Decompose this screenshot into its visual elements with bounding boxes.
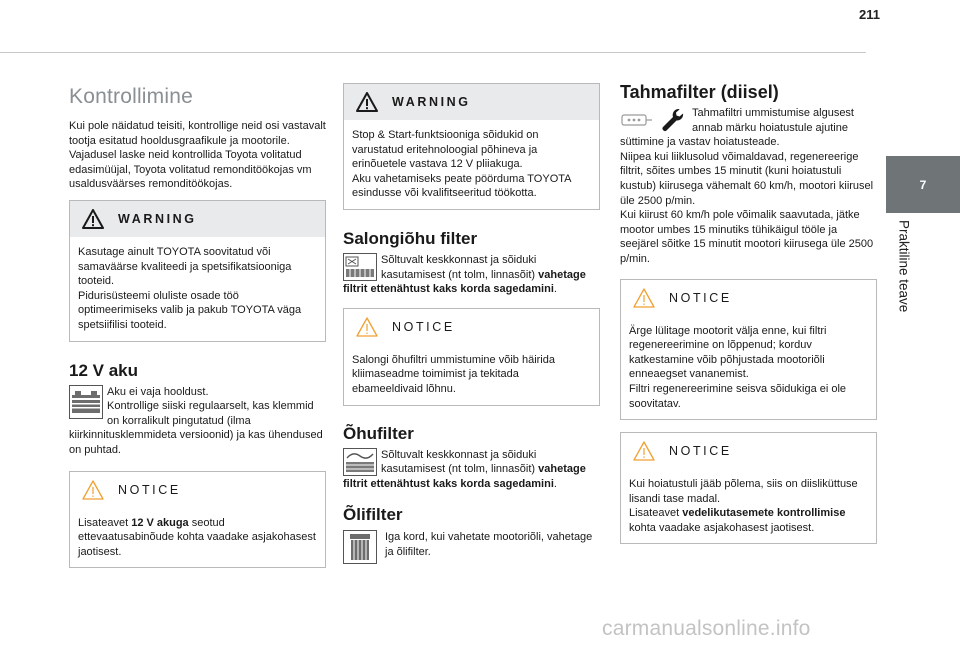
- warning-box-products: [69, 200, 326, 342]
- battery-section: [69, 385, 326, 458]
- warning-text: Stop & Start-funktsiooniga sõidukid on varustatud eritehnoloogial põhineva ja erinõuetele vastava 12 V pliiakuga. Aku vahetamiseks peate pöörduma TOYOTA esindusse või kvalifitseeritud töökotta.: [352, 129, 571, 200]
- notice-title: NOTICE: [392, 319, 455, 334]
- chapter-title: Praktiline teave: [896, 220, 912, 313]
- notice-box-battery: [69, 471, 326, 569]
- notice-title: NOTICE: [118, 482, 181, 497]
- notice-text: Salongi õhufiltri ummistumine võib häirida kliimaseadme toimimist ja tekitada ebameeldivaid lõhnu.: [352, 353, 555, 395]
- notice-triangle-icon: [82, 480, 104, 500]
- air-filter-text: Sõltuvalt keskkonnast ja sõiduki kasutamisest (nt tolm, linnasõit) vahetage filtrit ettenähtust kaks korda sagedamini.: [343, 448, 586, 490]
- notice-text: Kui hoiatustuli jääb põlema, siis on diisliküttuse lisandi tase madal. Lisateavet vedelikutasemete kontrollimise kohta vaadake asjakohasest jaotisest.: [629, 478, 858, 534]
- oil-filter-section: [343, 530, 600, 564]
- battery-text: Aku ei vaja hooldust. Kontrollige siiski regulaarselt, kas klemmid on korralikult pingutatud (ilma kiirkinnitusklemmideta versioonid) ja kas ühendused on puhtad.: [69, 385, 323, 456]
- air-filter-heading: Õhufilter: [343, 423, 414, 443]
- warning-text: Kasutage ainult TOYOTA soovitatud või samaväärse kvaliteedi ja spetsifikatsiooniga tooteid. Pidurisüsteemi oluliste osade töö optimeerimiseks valib ja pakub TOYOTA väga spetsiifilisi tooteid.: [78, 245, 302, 331]
- warning-triangle-icon: [356, 92, 378, 112]
- warning-box-battery-stopstart: [343, 83, 600, 210]
- column-2: [343, 82, 600, 564]
- notice-header: [344, 309, 599, 345]
- particle-filter-section: [620, 106, 877, 267]
- notice-box-additive: [620, 432, 877, 544]
- warning-light-icon: [620, 109, 654, 131]
- kontrollimine-text: Kui pole näidatud teisiti, kontrollige neid osi vastavalt tootja esitatud hooldusgraafikule ja mootorile. Vajadusel laske neid kontrollida Toyota volitatud edasimüüjal, Toyota volitatud remonditöökojas vm usaldusväärses remonditöökojas.: [69, 120, 326, 191]
- oil-filter-heading: Õlifilter: [343, 505, 403, 525]
- notice-triangle-icon: [356, 317, 378, 337]
- notice-box-cabin-filter: [343, 308, 600, 406]
- notice-title: NOTICE: [669, 444, 732, 459]
- particle-filter-heading: Tahmafilter (diisel): [620, 82, 779, 102]
- notice-text: Lisateavet 12 V akuga seotud ettevaatusabinõude kohta vaadake asjakohasest jaotisest.: [78, 516, 316, 558]
- notice-header: [70, 472, 325, 508]
- warning-header: [344, 84, 599, 120]
- oil-filter-icon: [343, 530, 377, 564]
- notice-header: [621, 280, 876, 316]
- notice-triangle-icon: [633, 441, 655, 461]
- notice-triangle-icon: [633, 288, 655, 308]
- particle-icons: [620, 106, 684, 134]
- page-number: 211: [859, 7, 880, 22]
- cabin-filter-text: Sõltuvalt keskkonnast ja sõiduki kasutamisest (nt tolm, linnasõit) vahetage filtrit ettenähtust kaks korda sagedamini.: [343, 253, 586, 296]
- notice-text: Ärge lülitage mootorit välja enne, kui filtri regenereerimine on lõppenud; korduv katkestamine võib põhjustada mootoriõli enneaegset vananemist. Filtri regenereerimine seisva sõidukiga ei ole soovitatav.: [629, 324, 847, 410]
- warning-triangle-icon: [82, 209, 104, 229]
- oil-filter-text: Iga kord, kui vahetate mootoriõli, vahetage ja õlifilter.: [385, 531, 593, 558]
- cabin-filter-heading: Salongiõhu filter: [343, 228, 478, 248]
- wrench-icon: [660, 107, 684, 133]
- air-filter-section: [343, 448, 600, 492]
- chapter-tab[interactable]: 7: [886, 156, 960, 213]
- cabin-filter-section: [343, 253, 600, 297]
- kontrollimine-heading: Kontrollimine: [69, 85, 193, 108]
- warning-title: WARNING: [118, 211, 197, 226]
- particle-filter-text: Tahmafiltri ummistumise algusest annab märku hoiatustule ajutine süttimine ja vastav hoiatusteade. Niipea kui liiklusolud võimaldavad, regenereerige filtrit, sõites umbes 15 minutit (kuni hoiatustuli kustub) kiirusega vähemalt 60 km/h, mootori kiirusel üle 2500 p/min. Kui kiirust 60 km/h pole võimalik saavutada, jätke mootor umbes 15 minutiks tühikäigul tööle ja seejärel sõitke 15 minutit mootori kiirusega üle 2500 p/min.: [620, 107, 874, 265]
- notice-box-regeneration: [620, 279, 877, 421]
- air-filter-icon: [343, 448, 377, 476]
- notice-header: [621, 433, 876, 469]
- battery-heading: 12 V aku: [69, 360, 138, 380]
- warning-title: WARNING: [392, 95, 471, 109]
- warning-header: [70, 201, 325, 237]
- watermark: carmanualsonline.info: [602, 617, 811, 640]
- column-3: [620, 82, 877, 544]
- column-1: [69, 82, 326, 568]
- notice-title: NOTICE: [669, 290, 732, 305]
- header-rule: [0, 52, 866, 53]
- battery-icon: [69, 385, 103, 419]
- cabin-filter-icon: [343, 253, 377, 281]
